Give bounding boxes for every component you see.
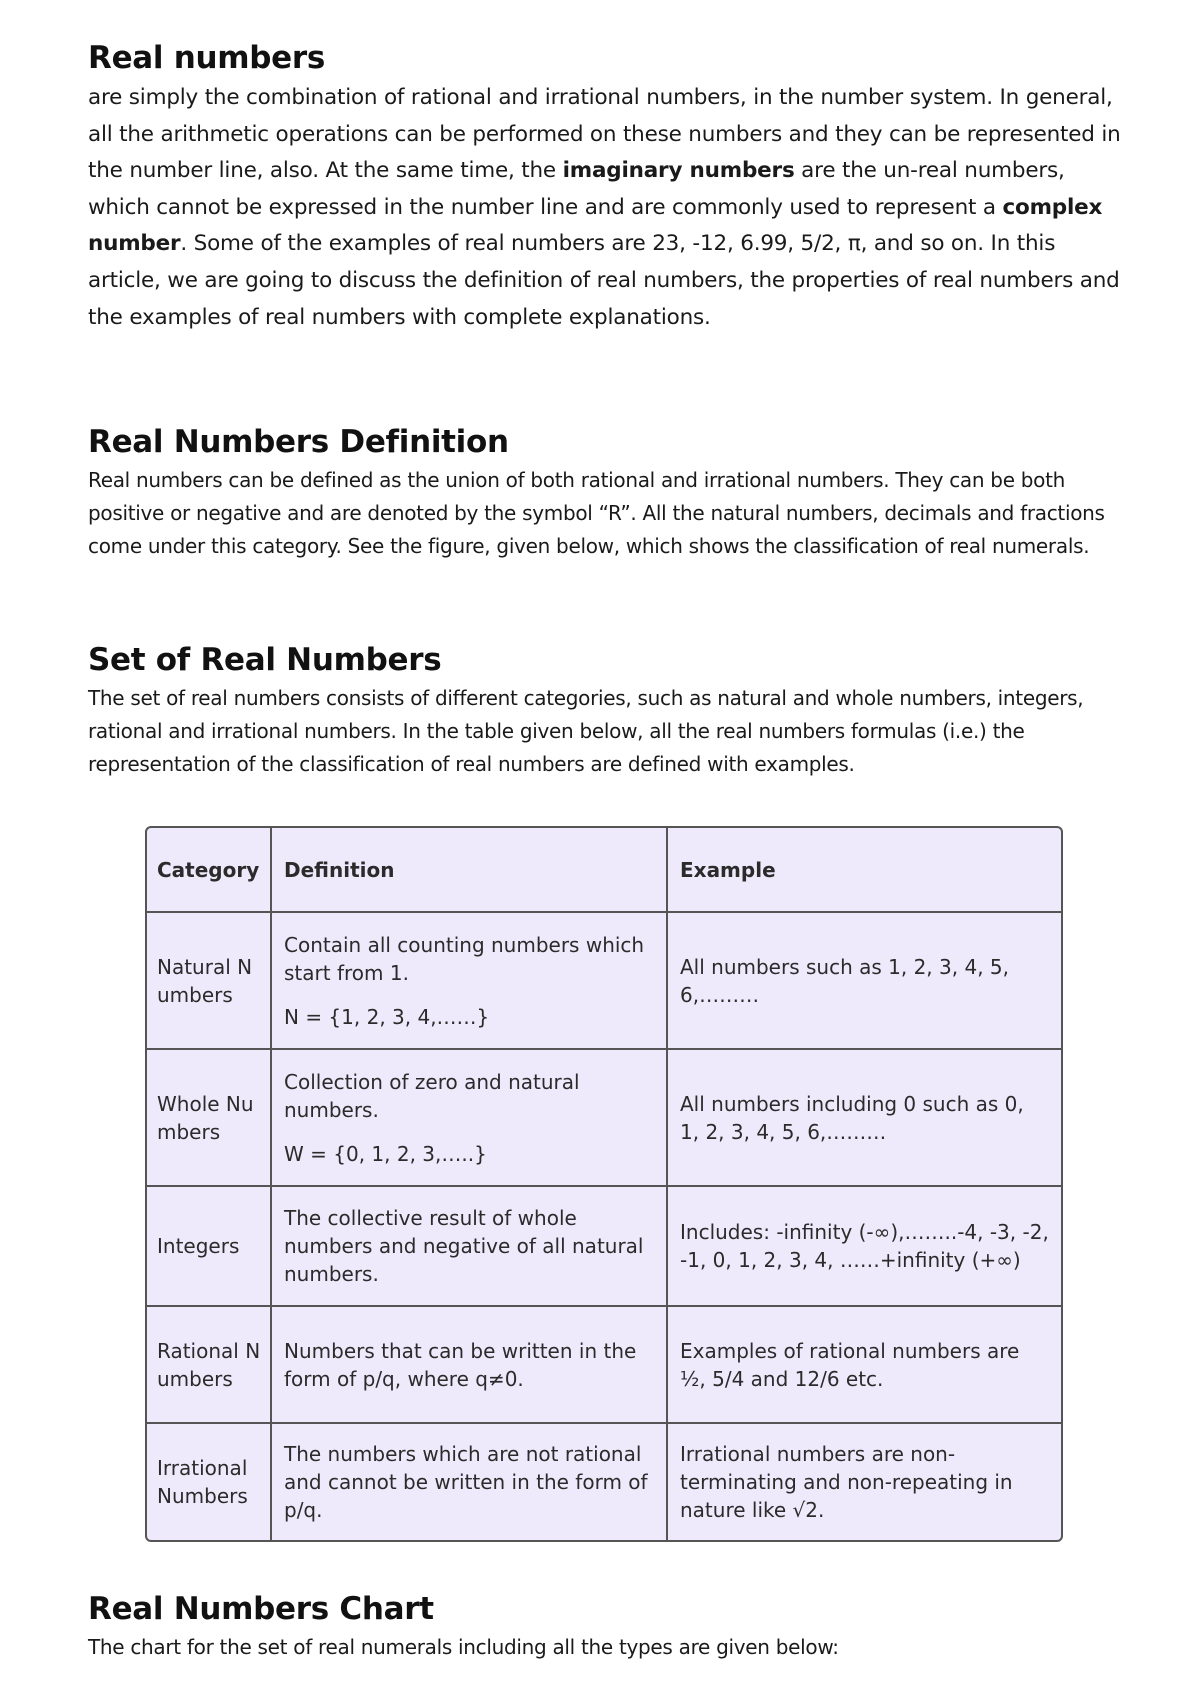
category-cell: Integers [147,1186,271,1306]
set-formula: N = {1, 2, 3, 4,……} [284,1004,490,1029]
header-category: Category [147,828,271,912]
chart-paragraph: The chart for the set of real numerals including all the types are given below: [88,1635,839,1659]
set-paragraph: The set of real numbers consists of different categories, such as natural and whole numbers, integers, rational and irrational numbers. In the table given below, all the real numbers formulas (i.e.) the representation of the classification of real numbers are defined with examples. [88,686,1084,776]
header-definition: Definition [271,828,667,912]
table-row [147,1306,1061,1423]
table-row [147,1423,1061,1540]
definition-text: Collection of zero and natural numbers. [284,1069,580,1122]
table-row [147,1049,1061,1186]
chart-section [88,1587,1128,1664]
definition-cell: The numbers which are not rational and cannot be written in the form of p/q. [271,1423,667,1540]
table-row [147,1186,1061,1306]
intro-text-2: are the un-real numbers, which cannot be expressed in the number line and are commonly used to represent a [88,158,1065,220]
intro-text-1: are simply the combination of rational and irrational numbers, in the number system. In general, all the arithmetic operations can be performed on these numbers and they can be represented in the number line, also. At the same time, the [88,85,1121,184]
page-title: Real numbers [88,40,326,76]
definition-heading: Real Numbers Definition [88,424,509,460]
definition-section [88,420,1128,563]
category-cell: Rational Numbers [147,1306,271,1423]
definition-cell [271,1049,667,1186]
definition-text: Contain all counting numbers which start from 1. [284,932,645,985]
definition-cell: Numbers that can be written in the form of p/q, where q≠0. [271,1306,667,1423]
header-example: Example [667,828,1061,912]
category-cell: Whole Numbers [147,1049,271,1186]
category-cell: Irrational Numbers [147,1423,271,1540]
example-cell: All numbers such as 1, 2, 3, 4, 5, 6,……… [667,912,1061,1049]
definition-paragraph: Real numbers can be defined as the union of both rational and irrational numbers. They can be both positive or negative and are denoted by the symbol “R”. All the natural numbers, decimals and fractions come under this category. See the figure, given below, which shows the classification of real numerals. [88,468,1105,558]
table-header-row [147,828,1061,912]
imaginary-numbers-link[interactable]: imaginary numbers [562,158,795,184]
example-cell: Irrational numbers are non-terminating and non-repeating in nature like √2. [667,1423,1061,1540]
table-row [147,912,1061,1049]
chart-heading: Real Numbers Chart [88,1591,434,1627]
example-cell: All numbers including 0 such as 0, 1, 2, 3, 4, 5, 6,……… [667,1049,1061,1186]
classification-table [145,826,1063,1542]
set-section [88,638,1128,781]
set-heading: Set of Real Numbers [88,642,442,678]
intro-paragraph [88,80,1128,336]
complex-number-link[interactable]: complex number [88,194,1103,257]
definition-cell: The collective result of whole numbers and negative of all natural numbers. [271,1186,667,1306]
intro-text-3: . Some of the examples of real numbers are 23, -12, 6.99, 5/2, π, and so on. In this article, we are going to discuss the definition of real numbers, the properties of real numbers and the examples of real numbers with complete explanations. [88,231,1120,330]
example-cell: Examples of rational numbers are ½, 5/4 and 12/6 etc. [667,1306,1061,1423]
set-formula: W = {0, 1, 2, 3,…..} [284,1141,487,1166]
example-cell: Includes: -infinity (-∞),……..-4, -3, -2, -1, 0, 1, 2, 3, 4, ……+infinity (+∞) [667,1186,1061,1306]
category-cell: Natural Numbers [147,912,271,1049]
definition-cell [271,912,667,1049]
